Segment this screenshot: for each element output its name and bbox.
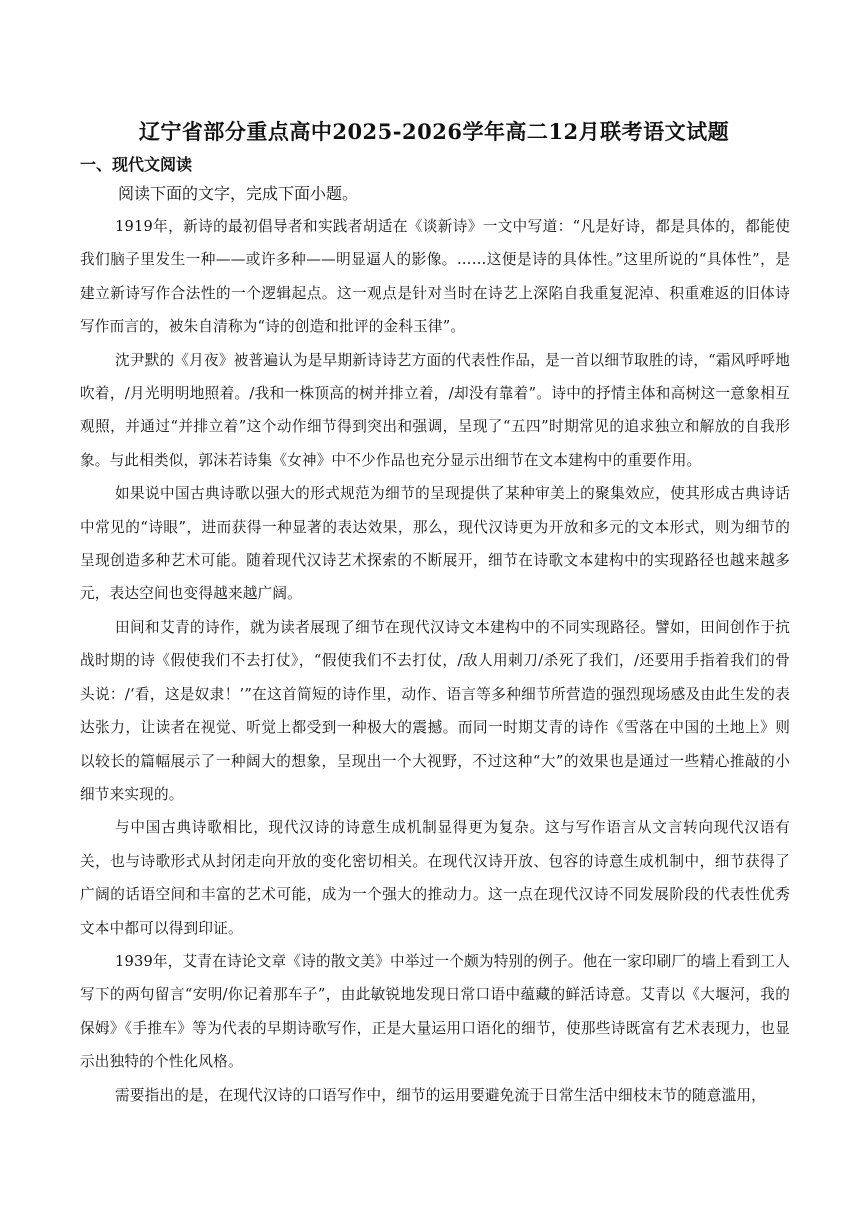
- paragraph-6: 1939年，艾青在诗论文章《诗的散文美》中举过一个颇为特别的例子。他在一家印刷厂的墙上看到工人写下的两句留言“安明/你记着那车子”，由此敏锐地发现日常口语中蕴藏的鲜活诗意。艾青以《大堰河，我的保姆》《手推车》等为代表的早期诗歌写作，正是大量运用口语化的细节，使那些诗既富有艺术表现力，也显示出独特的个性化风格。: [80, 952, 790, 1071]
- paragraph-3: 如果说中国古典诗歌以强大的形式规范为细节的呈现提供了某种审美上的聚集效应，使其形成古典诗话中常见的“诗眼”，进而获得一种显著的表达效果，那么，现代汉诗更为开放和多元的文本形式，则为细节的呈现创造多种艺术可能。随着现代汉诗艺术探索的不断展开，细节在诗歌文本建构中的实现路径也越来越多元，表达空间也变得越来越广阔。: [80, 485, 790, 603]
- paragraph-5: 与中国古典诗歌相比，现代汉诗的诗意生成机制显得更为复杂。这与写作语言从文言转向现代汉语有关，也与诗歌形式从封闭走向开放的变化密切相关。在现代汉诗开放、包容的诗意生成机制中，细节获得了广阔的话语空间和丰富的艺术可能，成为一个强大的推动力。这一点在现代汉诗不同发展阶段的代表性优秀文本中都可以得到印证。: [80, 819, 790, 937]
- paragraph-4: 田间和艾青的诗作，就为读者展现了细节在现代汉诗文本建构中的不同实现路径。譬如，田间创作于抗战时期的诗《假使我们不去打仗》，“假使我们不去打仗，/敌人用刺刀/杀死了我们，/还要用手指着我们的骨头说：/‘看，这是奴隶！’”在这首简短的诗作里，动作、语言等多种细节所营造的强烈现场感及由此生发的表达张力，让读者在视觉、听觉上都受到一种极大的震撼。而同一时期艾青的诗作《雪落在中国的土地上》则以较长的篇幅展示了一种阔大的想象，呈现出一个大视野，不过这种“大”的效果也是通过一些精心推敲的小细节来实现的。: [80, 618, 790, 803]
- paragraph-7: 需要指出的是，在现代汉诗的口语写作中，细节的运用要避免流于日常生活中细枝末节的随意滥用，: [115, 1086, 766, 1104]
- section-heading: 一、现代文阅读: [80, 155, 193, 174]
- paragraph-1: 1919年，新诗的最初倡导者和实践者胡适在《谈新诗》一文中写道：“凡是好诗，都是具体的，都能使我们脑子里发生一种——或许多种——明显逼人的影像。……这便是诗的具体性。”这里所说的“具体性”，是建立新诗写作合法性的一个逻辑起点。这一观点是针对当时在诗艺上深陷自我重复泥淖、积重难返的旧体诗写作而言的，被朱自清称为“诗的创造和批评的金科玉律”。: [80, 218, 790, 336]
- document-title: 辽宁省部分重点高中2025-2026学年高二12月联考语文试题: [138, 119, 730, 144]
- passage-body: [80, 210, 790, 1112]
- paragraph-2: 沈尹默的《月夜》被普遍认为是早期新诗诗艺方面的代表性作品，是一首以细节取胜的诗，“霜风呼呼地吹着，/月光明明地照着。/我和一株顶高的树并排立着，/却没有靠着”。诗中的抒情主体和高树这一意象相互观照，并通过“并排立着”这个动作细节得到突出和强调，呈现了“五四”时期常见的追求独立和解放的自我形象。与此相类似，郭沫若诗集《女神》中不少作品也充分显示出细节在文本建构中的重要作用。: [80, 351, 790, 469]
- reading-instruction: 阅读下面的文字，完成下面小题。: [118, 184, 359, 203]
